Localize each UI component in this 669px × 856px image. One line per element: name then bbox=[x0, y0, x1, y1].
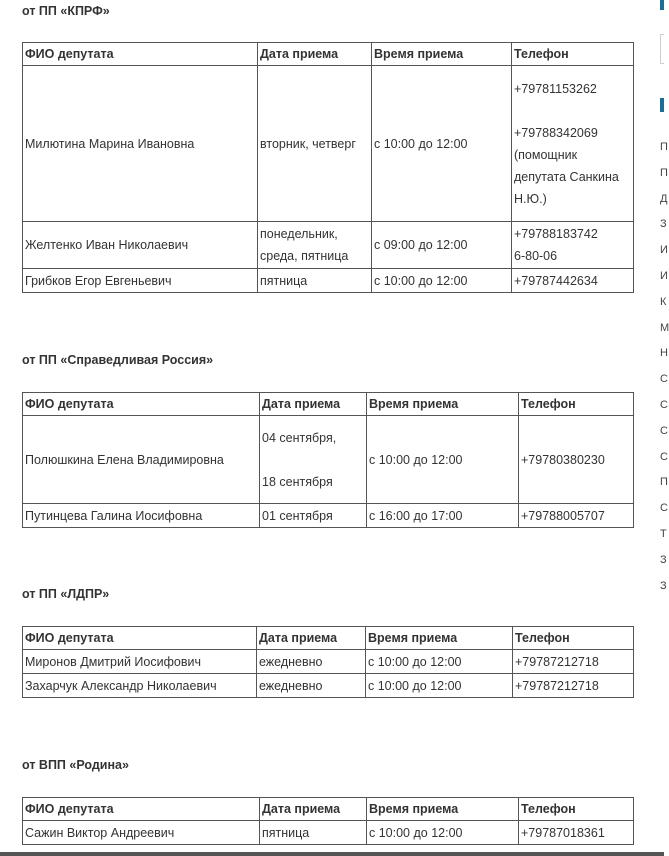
column-header: Время приема bbox=[366, 627, 513, 650]
column-header: Телефон bbox=[519, 393, 634, 416]
deputy-name: Сажин Виктор Андреевич bbox=[23, 821, 260, 845]
column-header: Дата приема bbox=[257, 627, 366, 650]
column-header: Дата приема bbox=[260, 393, 367, 416]
sidebar-link[interactable]: С bbox=[660, 399, 668, 411]
phone: +79787442634 bbox=[512, 269, 634, 293]
reception-date: пятница bbox=[260, 821, 367, 845]
reception-date: ежедневно bbox=[257, 674, 366, 698]
sidebar-link[interactable]: И bbox=[660, 244, 668, 257]
table-row bbox=[23, 269, 634, 293]
section-title-sr: от ПП «Справедливая Россия» bbox=[22, 353, 214, 367]
sidebar-link[interactable]: Н bbox=[660, 347, 668, 360]
column-header: Дата приема bbox=[258, 43, 372, 66]
deputy-name: Полюшкина Елена Владимировна bbox=[23, 416, 260, 504]
sidebar-link[interactable]: С bbox=[660, 450, 668, 463]
column-header: Телефон bbox=[512, 43, 634, 66]
column-header: Телефон bbox=[519, 798, 634, 821]
sidebar-link[interactable]: С bbox=[660, 424, 668, 437]
deputies-table-rodina bbox=[22, 797, 634, 845]
sidebar-link[interactable]: Д bbox=[660, 192, 668, 205]
deputy-name: Грибков Егор Евгеньевич bbox=[23, 269, 258, 293]
sidebar-link[interactable]: К bbox=[660, 295, 667, 308]
sidebar-link[interactable]: З bbox=[660, 218, 667, 231]
reception-date: ежедневно bbox=[257, 650, 366, 674]
reception-time: с 10:00 до 12:00 bbox=[366, 650, 513, 674]
bottom-divider bbox=[0, 852, 664, 856]
deputies-table-sr bbox=[22, 392, 634, 528]
sidebar-accent-bar bbox=[660, 98, 664, 112]
reception-time: с 10:00 до 12:00 bbox=[372, 66, 512, 222]
sidebar-link[interactable]: З bbox=[660, 553, 667, 566]
column-header: Телефон bbox=[513, 627, 634, 650]
table-header-row bbox=[23, 798, 634, 821]
reception-time: с 10:00 до 12:00 bbox=[367, 821, 519, 845]
reception-date: 04 сентября, 18 сентября bbox=[260, 416, 367, 504]
deputy-name: Желтенко Иван Николаевич bbox=[23, 222, 258, 269]
table-row bbox=[23, 821, 634, 845]
deputies-table-kprf bbox=[22, 42, 634, 293]
column-header: ФИО депутата bbox=[23, 798, 260, 821]
column-header: Время приема bbox=[367, 393, 519, 416]
reception-time: с 10:00 до 12:00 bbox=[367, 416, 519, 504]
table-row bbox=[23, 222, 634, 269]
reception-date: пятница bbox=[258, 269, 372, 293]
reception-date: вторник, четверг bbox=[258, 66, 372, 222]
table-header-row bbox=[23, 43, 634, 66]
table-row bbox=[23, 416, 634, 504]
deputy-name: Милютина Марина Ивановна bbox=[23, 66, 258, 222]
table-row bbox=[23, 674, 634, 698]
column-header: ФИО депутата bbox=[23, 43, 258, 66]
sidebar-link[interactable]: С bbox=[660, 373, 668, 386]
reception-date: 01 сентября bbox=[260, 504, 367, 528]
deputy-name: Миронов Дмитрий Иосифович bbox=[23, 650, 257, 674]
sidebar-link[interactable]: П bbox=[660, 141, 668, 153]
section-title-rodina: от ВПП «Родина» bbox=[22, 758, 129, 772]
reception-time: с 10:00 до 12:00 bbox=[372, 269, 512, 293]
column-header: ФИО депутата bbox=[23, 627, 257, 650]
column-header: Дата приема bbox=[260, 798, 367, 821]
section-title-ldpr: от ПП «ЛДПР» bbox=[22, 587, 110, 601]
phone: +79787018361 bbox=[519, 821, 634, 845]
deputy-name: Путинцева Галина Иосифовна bbox=[23, 504, 260, 528]
sidebar-link[interactable]: П bbox=[660, 476, 668, 489]
reception-date: понедельник, среда, пятница bbox=[258, 222, 372, 269]
sidebar-link[interactable]: С bbox=[660, 502, 668, 515]
sidebar-link[interactable]: М bbox=[660, 321, 669, 334]
sidebar-link[interactable]: З bbox=[660, 579, 667, 592]
table-row bbox=[23, 650, 634, 674]
phone: +79788005707 bbox=[519, 504, 634, 528]
phone: +79787212718 bbox=[513, 650, 634, 674]
sidebar-search-box[interactable] bbox=[660, 34, 664, 64]
table-row bbox=[23, 504, 634, 528]
column-header: Время приема bbox=[367, 798, 519, 821]
sidebar-link[interactable]: И bbox=[660, 270, 668, 282]
sidebar-link[interactable]: П bbox=[660, 166, 668, 179]
table-row bbox=[23, 66, 634, 222]
sidebar-link[interactable]: Т bbox=[660, 528, 667, 540]
column-header: ФИО депутата bbox=[23, 393, 260, 416]
phone: +79780380230 bbox=[519, 416, 634, 504]
column-header: Время приема bbox=[372, 43, 512, 66]
deputy-name: Захарчук Александр Николаевич bbox=[23, 674, 257, 698]
phone: +79787212718 bbox=[513, 674, 634, 698]
sidebar-accent-bar bbox=[660, 0, 664, 10]
reception-time: с 09:00 до 12:00 bbox=[372, 222, 512, 269]
table-header-row bbox=[23, 627, 634, 650]
reception-time: с 10:00 до 12:00 bbox=[366, 674, 513, 698]
table-header-row bbox=[23, 393, 634, 416]
phone: +79788183742 6-80-06 bbox=[512, 222, 634, 269]
phone: +79781153262 +79788342069 (помощник депутата Санкина Н.Ю.) bbox=[512, 66, 634, 222]
deputies-table-ldpr bbox=[22, 626, 634, 698]
reception-time: с 16:00 до 17:00 bbox=[367, 504, 519, 528]
section-title-kprf: от ПП «КПРФ» bbox=[22, 4, 110, 18]
